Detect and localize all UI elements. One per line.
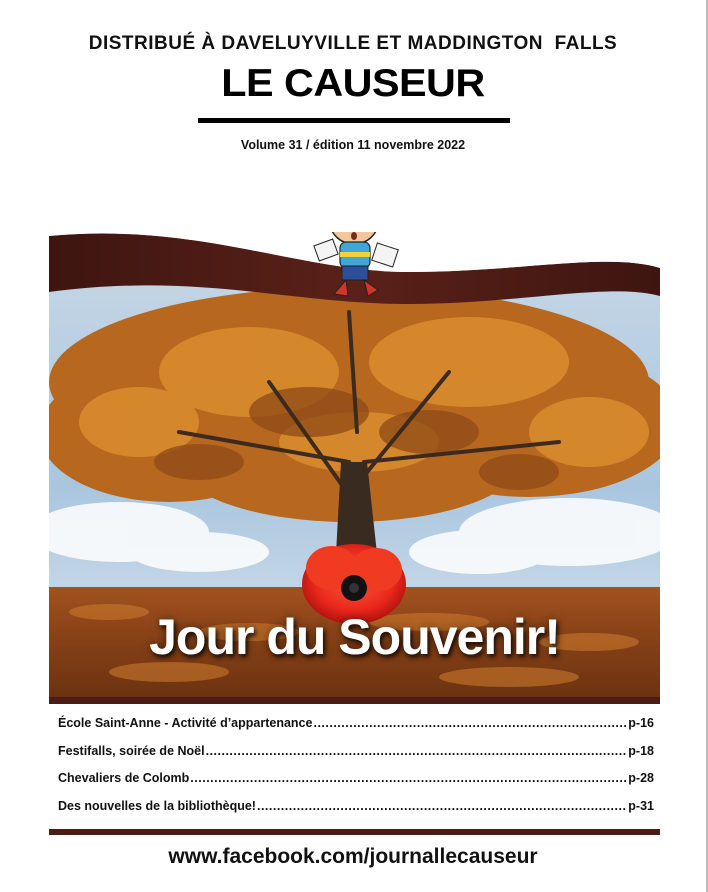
toc-leader bbox=[190, 771, 627, 785]
toc-item-page: p-16 bbox=[628, 716, 654, 730]
masthead-rule bbox=[198, 118, 510, 123]
facebook-url-link[interactable]: www.facebook.com/journallecauseur bbox=[168, 845, 538, 868]
toc-item[interactable] bbox=[58, 771, 654, 799]
toc-item-title: École Saint-Anne - Activité d’appartenance bbox=[58, 716, 313, 730]
toc-leader bbox=[257, 799, 627, 813]
toc-bottom-rule bbox=[49, 829, 660, 835]
toc-item[interactable] bbox=[58, 744, 654, 772]
distribution-line: DISTRIBUÉ À DAVELUYVILLE ET MADDINGTON FALLS bbox=[88, 33, 618, 54]
toc-leader bbox=[206, 744, 628, 758]
toc-item-page: p-28 bbox=[628, 771, 654, 785]
toc-item[interactable] bbox=[58, 716, 654, 744]
masthead-title: LE CAUSEUR bbox=[221, 62, 485, 105]
toc-item-title: Festifalls, soirée de Noël bbox=[58, 743, 205, 758]
toc-item-page: p-31 bbox=[628, 798, 654, 813]
cover-headline: Jour du Souvenir! bbox=[149, 609, 560, 665]
volume-edition: Volume 31 / édition 11 novembre 2022 bbox=[240, 138, 466, 152]
toc-leader bbox=[313, 716, 627, 730]
toc-item-page: p-18 bbox=[628, 743, 654, 758]
toc-item-title: Des nouvelles de la bibliothèque! bbox=[58, 798, 256, 813]
toc-item-title: Chevaliers de Colomb bbox=[58, 771, 190, 785]
toc-item[interactable] bbox=[58, 799, 654, 827]
table-of-contents bbox=[58, 716, 654, 826]
toc-top-rule bbox=[49, 697, 660, 704]
